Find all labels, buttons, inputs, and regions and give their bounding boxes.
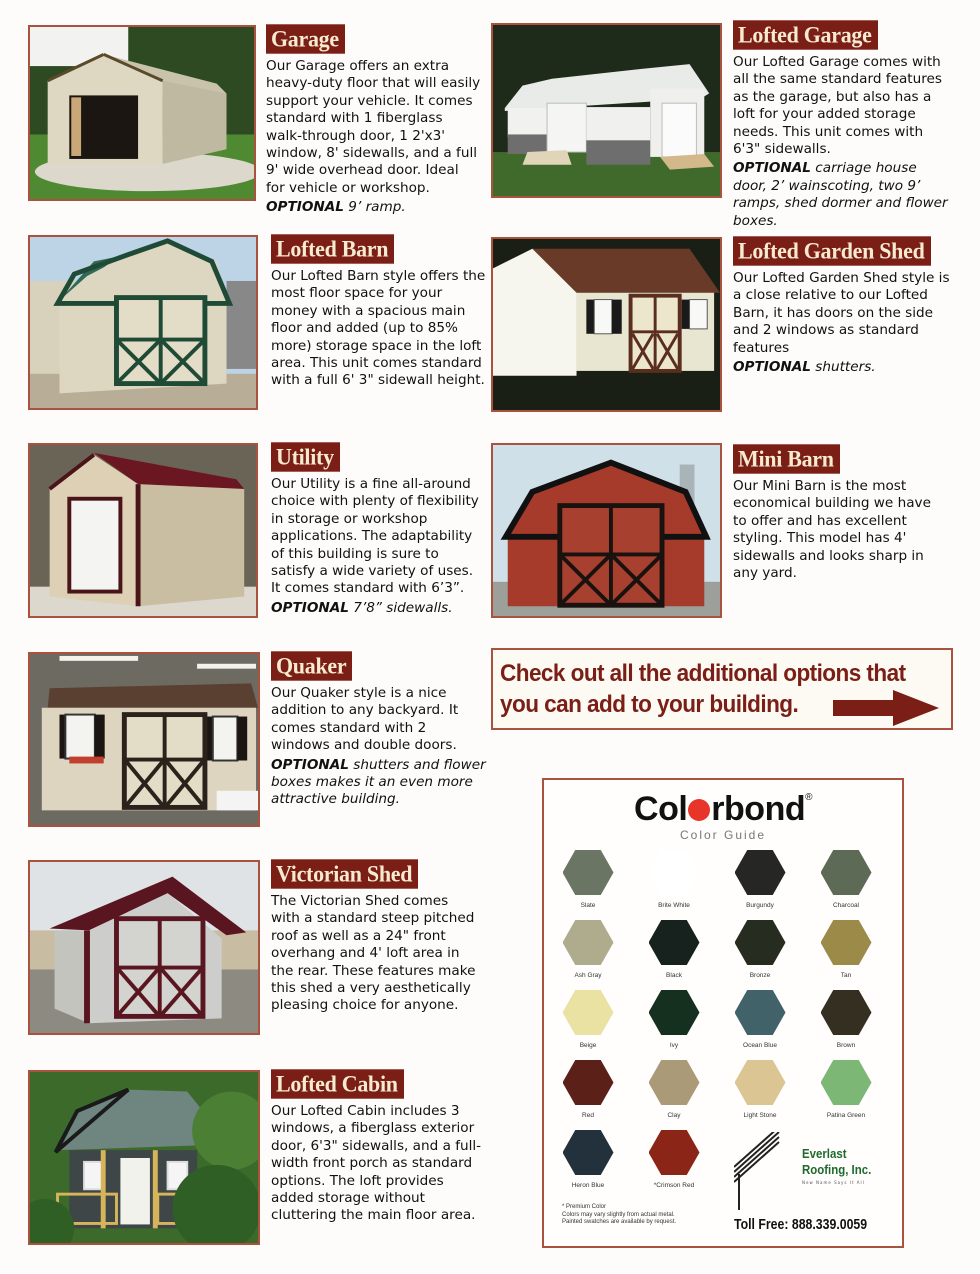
color-swatch[interactable] bbox=[548, 1130, 628, 1189]
color-swatch[interactable] bbox=[548, 1060, 628, 1119]
product-title: Quaker bbox=[271, 651, 352, 680]
product-optional: OPTIONAL 7’8” sidewalls. bbox=[271, 599, 453, 616]
product-optional: OPTIONAL shutters. bbox=[733, 359, 876, 376]
mini-barn-photo bbox=[491, 443, 722, 618]
swatch-label: Charcoal bbox=[832, 902, 859, 909]
lofted-barn-photo bbox=[28, 235, 258, 410]
product-title: Lofted Garden Shed bbox=[733, 236, 931, 265]
product-mini-barn bbox=[733, 445, 938, 582]
logo-dot-icon bbox=[688, 799, 710, 821]
product-optional: OPTIONAL carriage house door, 2’ wainscoting, two 9’ ramps, shed dormer and flower boxes. bbox=[733, 160, 948, 229]
color-swatch[interactable] bbox=[634, 920, 714, 979]
hexagon-swatch-icon bbox=[649, 1060, 700, 1105]
product-description: Our Lofted Garden Shed style is a close relative to our Lofted Barn, it has doors on the side and 2 windows as standard features bbox=[733, 270, 950, 356]
color-swatch[interactable] bbox=[806, 990, 886, 1049]
hexagon-swatch-icon bbox=[649, 850, 700, 895]
color-swatch[interactable] bbox=[720, 1060, 800, 1119]
roof-lines-icon bbox=[734, 1132, 804, 1212]
swatch-label: Ash Gray bbox=[574, 972, 602, 979]
swatch-label: Bronze bbox=[749, 972, 771, 979]
victorian-shed-photo bbox=[28, 860, 260, 1035]
lofted-garage-photo bbox=[491, 23, 722, 198]
color-swatch[interactable] bbox=[806, 850, 886, 909]
swatch-label: Light Stone bbox=[743, 1112, 777, 1119]
swatch-label: Brite White bbox=[658, 902, 690, 909]
hexagon-swatch-icon bbox=[563, 850, 614, 895]
product-lofted-garden-shed bbox=[733, 237, 953, 376]
product-title: Victorian Shed bbox=[271, 859, 418, 888]
product-lofted-barn bbox=[271, 235, 486, 390]
callout-text: Check out all the additional options that you can add to your building. bbox=[500, 660, 906, 718]
options-callout[interactable] bbox=[491, 648, 953, 730]
hexagon-swatch-icon bbox=[735, 920, 786, 965]
color-swatch[interactable] bbox=[634, 850, 714, 909]
color-swatch[interactable] bbox=[720, 990, 800, 1049]
color-note: * Premium Color Colors may vary slightly from actual metal. Painted swatches are available by request. bbox=[562, 1204, 677, 1225]
arrow-right-icon bbox=[833, 690, 941, 726]
swatch-label: Ivy bbox=[669, 1042, 679, 1049]
product-title: Lofted Cabin bbox=[271, 1069, 404, 1098]
product-quaker bbox=[271, 652, 486, 809]
hexagon-swatch-icon bbox=[821, 920, 872, 965]
swatch-label: Ocean Blue bbox=[743, 1042, 777, 1049]
product-utility bbox=[271, 443, 481, 617]
color-swatch[interactable] bbox=[720, 920, 800, 979]
company-name: Everlast Roofing, Inc. bbox=[802, 1146, 872, 1177]
hexagon-swatch-icon bbox=[735, 850, 786, 895]
toll-free-number[interactable]: Toll Free: 888.339.0059 bbox=[734, 1216, 868, 1233]
hexagon-swatch-icon bbox=[821, 990, 872, 1035]
product-description: Our Garage offers an extra heavy-duty floor that will easily support your vehicle. It comes standard with 1 fiberglass walk-through door, 1 2'x3' window, 8' sidewalls, and a full 9' wide overhead door. Ideal for vehicle or workshop. bbox=[266, 58, 481, 196]
swatch-label: Patina Green bbox=[826, 1112, 866, 1119]
hexagon-swatch-icon bbox=[649, 920, 700, 965]
product-optional: OPTIONAL 9’ ramp. bbox=[266, 199, 406, 216]
color-swatch[interactable] bbox=[634, 1130, 714, 1189]
product-description: Our Lofted Barn style offers the most floor space for your money with a spacious main floor and added (up to 85% more) storage space in the loft area. This unit comes standard with a full 6' 3" sidewall height. bbox=[271, 268, 486, 389]
product-optional: OPTIONAL shutters and flower boxes makes it an even more attractive building. bbox=[271, 756, 486, 808]
hexagon-swatch-icon bbox=[649, 990, 700, 1035]
product-victorian-shed bbox=[271, 860, 476, 1015]
swatch-label: Heron Blue bbox=[571, 1182, 605, 1189]
swatch-label: Clay bbox=[667, 1112, 681, 1119]
hexagon-swatch-icon bbox=[821, 1060, 872, 1105]
hexagon-swatch-icon bbox=[563, 990, 614, 1035]
swatch-label: Tan bbox=[840, 972, 852, 979]
swatch-label: Red bbox=[582, 1112, 594, 1119]
product-description: Our Mini Barn is the most economical building we have to offer and has excellent styling. This model has 4' sidewalls and looks sharp in any yard. bbox=[733, 478, 931, 582]
product-description: The Victorian Shed comes with a standard steep pitched roof as well as a 24" front overhang and 4' loft area in the rear. These features make this shed a very aesthetically pleasing choice for anyone. bbox=[271, 893, 476, 1014]
product-garage bbox=[266, 25, 481, 217]
product-title: Lofted Garage bbox=[733, 20, 878, 49]
product-title: Mini Barn bbox=[733, 444, 840, 473]
color-guide-subtitle: Color Guide bbox=[679, 828, 767, 842]
product-description: Our Utility is a fine all-around choice with plenty of flexibility in storage or workshop applications. The adaptability of this building is sure to satisfy a wide variety of uses. It comes standard with 6’3”. bbox=[271, 476, 479, 597]
product-title: Utility bbox=[271, 442, 340, 471]
lofted-garden-shed-photo bbox=[491, 237, 722, 412]
color-swatch[interactable] bbox=[634, 1060, 714, 1119]
swatch-label: *Crimson Red bbox=[653, 1182, 695, 1189]
swatch-label: Black bbox=[666, 972, 682, 979]
color-swatch[interactable] bbox=[548, 850, 628, 909]
product-title: Garage bbox=[266, 24, 345, 53]
hexagon-swatch-icon bbox=[649, 1130, 700, 1175]
product-title: Lofted Barn bbox=[271, 234, 394, 263]
company-tagline: New Name Says It All bbox=[802, 1180, 865, 1185]
hexagon-swatch-icon bbox=[821, 850, 872, 895]
hexagon-swatch-icon bbox=[563, 920, 614, 965]
hexagon-swatch-icon bbox=[563, 1060, 614, 1105]
color-swatch[interactable] bbox=[634, 990, 714, 1049]
product-description: Our Lofted Garage comes with all the same standard features as the garage, but also has a loft for your added storage needs. This unit comes with 6'3" sidewalls. bbox=[733, 54, 942, 158]
swatch-label: Burgundy bbox=[746, 902, 774, 909]
quaker-photo bbox=[28, 652, 260, 827]
color-swatch[interactable] bbox=[806, 920, 886, 979]
everlast-logo bbox=[734, 1132, 884, 1212]
color-swatch[interactable] bbox=[720, 850, 800, 909]
product-description: Our Quaker style is a nice addition to any backyard. It comes standard with 2 windows and double doors. bbox=[271, 685, 459, 754]
swatch-label: Brown bbox=[836, 1042, 856, 1049]
garage-photo bbox=[28, 25, 256, 201]
hexagon-swatch-icon bbox=[563, 1130, 614, 1175]
product-lofted-cabin bbox=[271, 1070, 486, 1225]
utility-photo bbox=[28, 443, 258, 618]
color-swatch[interactable] bbox=[548, 990, 628, 1049]
product-lofted-garage bbox=[733, 21, 953, 230]
colorbond-color-guide bbox=[542, 778, 904, 1248]
product-description: Our Lofted Cabin includes 3 windows, a fiberglass exterior door, 6'3" sidewalls, and a full-width front porch as standard options. The loft provides added storage without cluttering the main floor area. bbox=[271, 1103, 482, 1224]
color-swatch[interactable] bbox=[806, 1060, 886, 1119]
swatch-label: Beige bbox=[579, 1042, 597, 1049]
lofted-cabin-photo bbox=[28, 1070, 260, 1245]
swatch-label: Slate bbox=[580, 902, 596, 909]
color-swatch[interactable] bbox=[548, 920, 628, 979]
hexagon-swatch-icon bbox=[735, 1060, 786, 1105]
colorbond-logo: Col rbond® bbox=[634, 790, 812, 828]
hexagon-swatch-icon bbox=[735, 990, 786, 1035]
